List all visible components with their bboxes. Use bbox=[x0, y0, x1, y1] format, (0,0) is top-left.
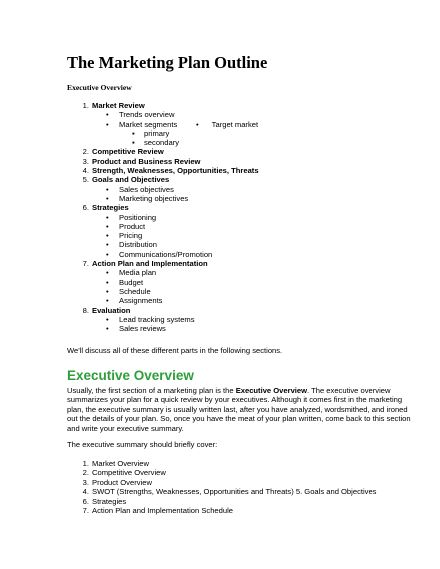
item-text: Pricing bbox=[119, 231, 143, 241]
item-text: Market segments bbox=[119, 119, 178, 129]
item-text: Lead tracking systems bbox=[119, 314, 195, 324]
bullet-icon: • bbox=[106, 296, 109, 306]
section-number: 6. bbox=[82, 203, 89, 213]
para-text-end: . The executive overview summarizes your plan for a quick review by your executives. Although it comes first in the marketing plan, the executive summary is usually written last, after you have analyzed, wordsmithed, and ironed out the details of your plan. So, once you have the meat of your plan written, come back to this section and write your executive summary. bbox=[67, 386, 411, 433]
section-number: 7. bbox=[82, 259, 89, 269]
section-label: Strength, Weaknesses, Opportunities, Threats bbox=[92, 166, 259, 176]
cover-number: 6. bbox=[82, 496, 89, 506]
bullet-icon: • bbox=[106, 231, 109, 241]
section-number: 4. bbox=[82, 166, 89, 176]
intro-paragraph: We'll discuss all of these different parts in the following sections. bbox=[67, 346, 283, 355]
section-heading: Executive Overview bbox=[67, 368, 194, 383]
section-number: 3. bbox=[82, 156, 89, 166]
subitem-text: secondary bbox=[144, 138, 180, 148]
bullet-icon: • bbox=[106, 314, 109, 324]
section-number: 5. bbox=[82, 175, 89, 185]
para-text-start: Usually, the first section of a marketing plan is the bbox=[67, 386, 236, 395]
bullet-icon: • bbox=[106, 193, 109, 203]
item-text: Assignments bbox=[119, 296, 163, 306]
extra-item bbox=[196, 120, 258, 129]
item-text: Trends overview bbox=[119, 110, 175, 120]
section-label: Competitive Review bbox=[92, 147, 164, 157]
item-text: Schedule bbox=[119, 286, 151, 296]
cover-text: SWOT (Strengths, Weaknesses, Opportunities and Threats) 5. Goals and Objectives bbox=[92, 487, 377, 497]
item-text: Distribution bbox=[119, 240, 157, 250]
bullet-icon: • bbox=[196, 119, 199, 129]
section-label: Market Review bbox=[92, 101, 145, 110]
section-label: Strategies bbox=[92, 203, 129, 213]
subitem-text: primary bbox=[144, 128, 170, 138]
square-bullet-icon: ▪ bbox=[132, 138, 135, 148]
bullet-icon: • bbox=[106, 249, 109, 259]
section-number: 1. bbox=[82, 101, 89, 110]
para-bold-term: Executive Overview bbox=[235, 386, 308, 395]
cover-text: Market Overview bbox=[92, 459, 149, 468]
item-text: Budget bbox=[119, 277, 144, 287]
item-text: Media plan bbox=[119, 268, 157, 278]
cover-text: Action Plan and Implementation Schedule bbox=[92, 505, 233, 515]
cover-text: Product Overview bbox=[92, 477, 152, 487]
cover-number: 3. bbox=[82, 477, 89, 487]
cover-number: 1. bbox=[82, 459, 89, 468]
item-text: Sales objectives bbox=[119, 184, 174, 194]
executive-overview-paragraph bbox=[67, 386, 417, 433]
cover-number: 7. bbox=[82, 505, 89, 515]
cover-text: Competitive Overview bbox=[92, 468, 166, 478]
cover-intro: The executive summary should briefly cover: bbox=[67, 440, 218, 449]
section-label: Product and Business Review bbox=[92, 156, 201, 166]
outline-subtitle: Executive Overview bbox=[67, 83, 132, 92]
item-text: Communications/Promotion bbox=[119, 249, 213, 259]
section-label: Action Plan and Implementation bbox=[92, 259, 208, 269]
bullet-icon: • bbox=[106, 268, 109, 278]
item-text: Positioning bbox=[119, 212, 157, 222]
item-extra-text: Target market bbox=[211, 119, 259, 129]
bullet-icon: • bbox=[106, 221, 109, 231]
item-text: Marketing objectives bbox=[119, 193, 189, 203]
cover-text: Strategies bbox=[92, 496, 127, 506]
section-label: Evaluation bbox=[92, 305, 131, 315]
bullet-icon: • bbox=[106, 212, 109, 222]
section-number: 2. bbox=[82, 147, 89, 157]
bullet-icon: • bbox=[106, 277, 109, 287]
cover-number: 4. bbox=[82, 487, 89, 497]
square-bullet-icon: ▪ bbox=[132, 128, 135, 138]
section-number: 8. bbox=[82, 305, 89, 315]
cover-number: 2. bbox=[82, 468, 89, 478]
page-title: The Marketing Plan Outline bbox=[67, 53, 268, 72]
item-text: Sales reviews bbox=[119, 324, 166, 334]
bullet-icon: • bbox=[106, 286, 109, 296]
bullet-icon: • bbox=[106, 324, 109, 334]
bullet-icon: • bbox=[106, 184, 109, 194]
item-text: Product bbox=[119, 221, 146, 231]
bullet-icon: • bbox=[106, 119, 109, 129]
bullet-icon: • bbox=[106, 240, 109, 250]
section-label: Goals and Objectives bbox=[92, 175, 170, 185]
bullet-icon: • bbox=[106, 110, 109, 120]
